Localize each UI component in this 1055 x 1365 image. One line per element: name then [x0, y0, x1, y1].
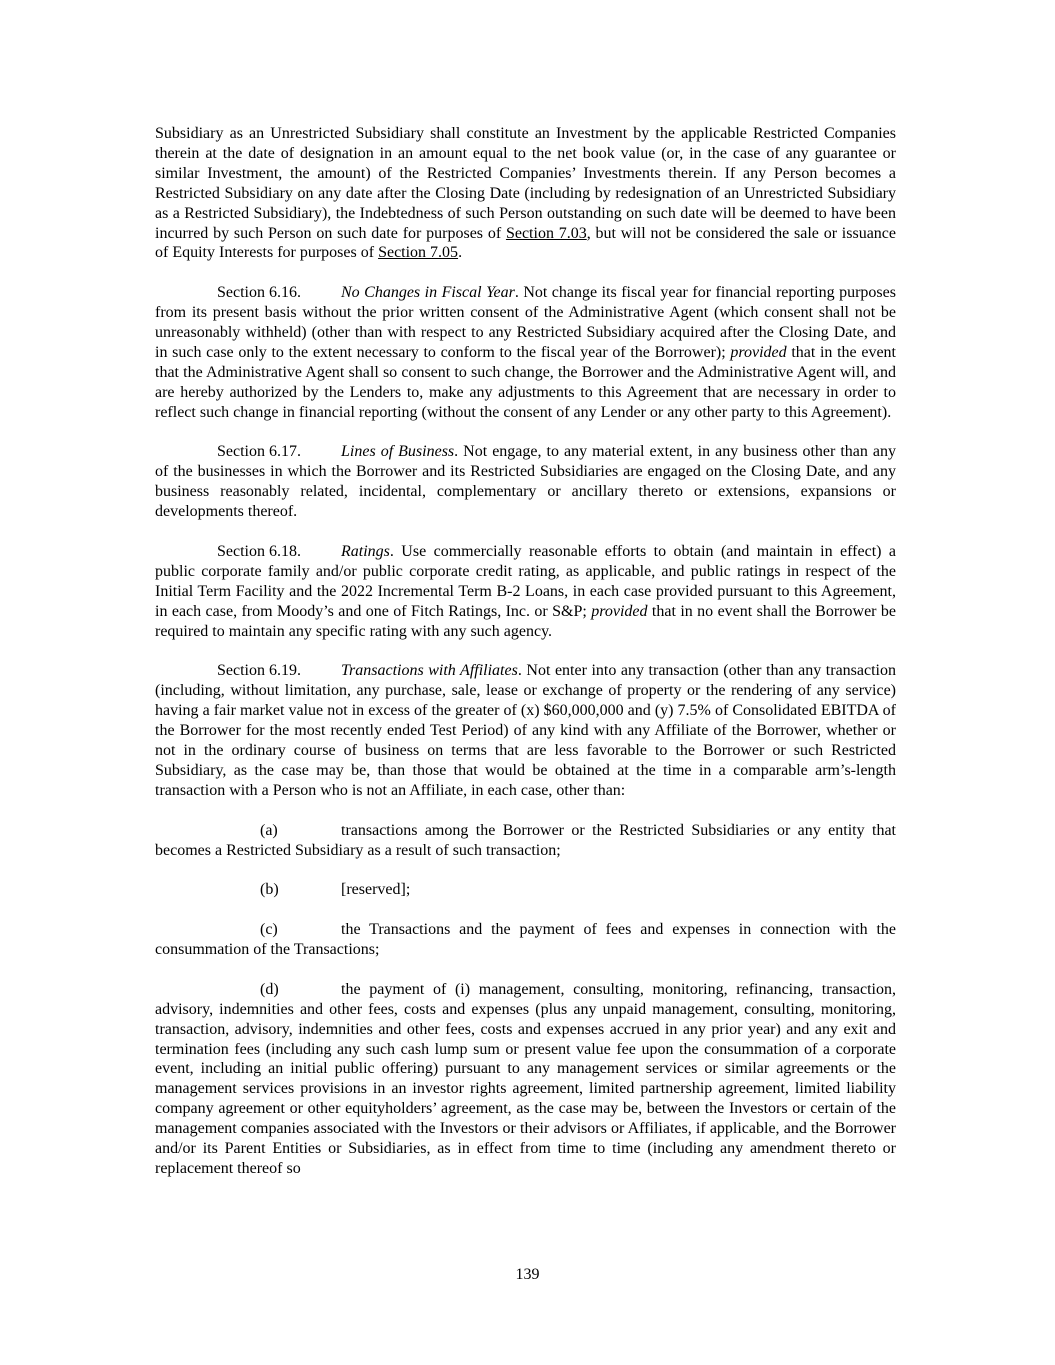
section-text: that in the event that the Administrative Agent shall so consent to such change, the Borrower and the Administrative Agent will, and are hereby authorized by the Lenders to, make any adjustments to this Agreement that are necessary in order to reflect such change in financial reporting (without the consent of any Lender or any other party to this Agreement).: [155, 343, 896, 421]
section-reference-link: Section 7.05: [378, 244, 459, 262]
section-title: Lines of Business: [341, 443, 455, 461]
section-title: Ratings: [341, 542, 390, 560]
item-label: (c): [260, 921, 278, 939]
intro-text-3: .: [458, 244, 463, 262]
section-6-16-paragraph: [155, 283, 896, 422]
item-label: (a): [260, 821, 278, 839]
section-text: . Not enter into any transaction (other than any transaction (including, without limitation, any purchase, sale, lease or exchange of property or the rendering of any service) having a fair market value not in excess of the greater of (x) $60,000,000 and (y) 7.5% of Consolidated EBITDA of the Borrower for the most recently ended Test Period) of any kind with any Affiliate of the Borrower, whether or not in the ordinary course of business on terms that are less favorable to the Borrower or such Restricted Subsidiary, as the case may be, than those that would be obtained at the time in a comparable arm’s-length transaction with a Person who is not an Affiliate, in each case, other than:: [155, 662, 897, 799]
list-item-b: [155, 880, 896, 900]
intro-paragraph: [155, 124, 896, 263]
list-item-a: [155, 821, 896, 861]
intro-text-1: Subsidiary as an Unrestricted Subsidiary shall constitute an Investment by the applicable Restricted Companies therein at the date of designation in an amount equal to the net book value (or, in the case of any guarantee or similar Investment, the amount) of the Restricted Companies’ Investments therein. If any Person becomes a Restricted Subsidiary on any date after the Closing Date (including by redesignation of an Unrestricted Subsidiary as a Restricted Subsidiary), the Indebtedness of such Person outstanding on such date will be deemed to have been incurred by such Person on such date for purposes of: [155, 125, 896, 242]
section-text: . Use commercially reasonable efforts to obtain (and maintain in effect) a public corporate family and/or public corporate credit rating, as applicable, and public ratings in respect of the Initial Term Facility and the 2022 Incremental Term B-2 Loans, in each case provided pursuant to this Agreement, in each case, from Moody’s and one of Fitch Ratings, Inc. or S&P;: [155, 542, 896, 620]
section-text: . Not engage, to any material extent, in any business other than any of the businesses in which the Borrower and its Restricted Subsidiaries are engaged on the Closing Date, and any business reasonably related, incidental, complementary or ancillary thereto or extensions, expansions or developments thereof.: [155, 443, 896, 521]
item-text: [reserved];: [341, 881, 411, 899]
item-text: transactions among the Borrower or the Restricted Subsidiaries or any entity that becomes a Restricted Subsidiary as a result of such transaction;: [155, 821, 896, 859]
section-6-18-paragraph: [155, 542, 896, 642]
section-number: Section 6.16.: [217, 284, 301, 302]
item-text: the payment of (i) management, consulting, monitoring, refinancing, transaction, advisory, indemnities and other fees, costs and expenses (plus any unpaid management, consulting, monitoring, transaction, advisory, indemnities and other fees, costs and expenses accrued in any prior year) and any exit and termination fees (including any such cash lump sum or present value fee upon the consummation of a corporate event, including an initial public offering) pursuant to any management services or similar agreements or the management services provisions in an investor rights agreement, limited partnership agreement, limited liability company agreement or other equityholders’ agreement, as the case may be, between the Investors or certain of the management companies associated with the Investors or their advisors or Affiliates, if applicable, and the Borrower and/or its Parent Entities or Subsidiaries, as in effect from time to time (including any amendment thereto or replacement thereof so: [155, 980, 896, 1177]
provided-term: provided: [591, 602, 648, 620]
section-reference-link: Section 7.03: [505, 224, 587, 242]
section-title: Transactions with Affiliates: [341, 662, 518, 680]
list-item-d: [155, 980, 896, 1179]
section-number: Section 6.18.: [217, 542, 301, 560]
section-number: Section 6.19.: [217, 662, 301, 680]
provided-term: provided: [730, 343, 787, 361]
page-number: 139: [515, 1266, 540, 1283]
item-label: (b): [260, 881, 279, 899]
document-body: [155, 124, 896, 1199]
section-title: No Changes in Fiscal Year: [341, 284, 515, 302]
intro-text-2: , but will not be considered the sale or issuance of Equity Interests for purposes of: [155, 224, 897, 262]
section-text: that in no event shall the Borrower be required to maintain any specific rating with any such agency.: [155, 602, 896, 640]
section-6-17-paragraph: [155, 442, 896, 522]
section-number: Section 6.17.: [217, 443, 301, 461]
item-label: (d): [260, 980, 279, 998]
section-text: . Not change its fiscal year for financial reporting purposes from its present basis without the prior written consent of the Administrative Agent (which consent shall not be unreasonably withheld) (other than with respect to any Restricted Subsidiary acquired after the Closing Date, and in such case only to the extent necessary to conform to the fiscal year of the Borrower);: [155, 284, 896, 361]
list-item-c: [155, 920, 896, 960]
section-6-19-paragraph: [155, 661, 896, 800]
item-text: the Transactions and the payment of fees and expenses in connection with the consummation of the Transactions;: [155, 921, 896, 959]
